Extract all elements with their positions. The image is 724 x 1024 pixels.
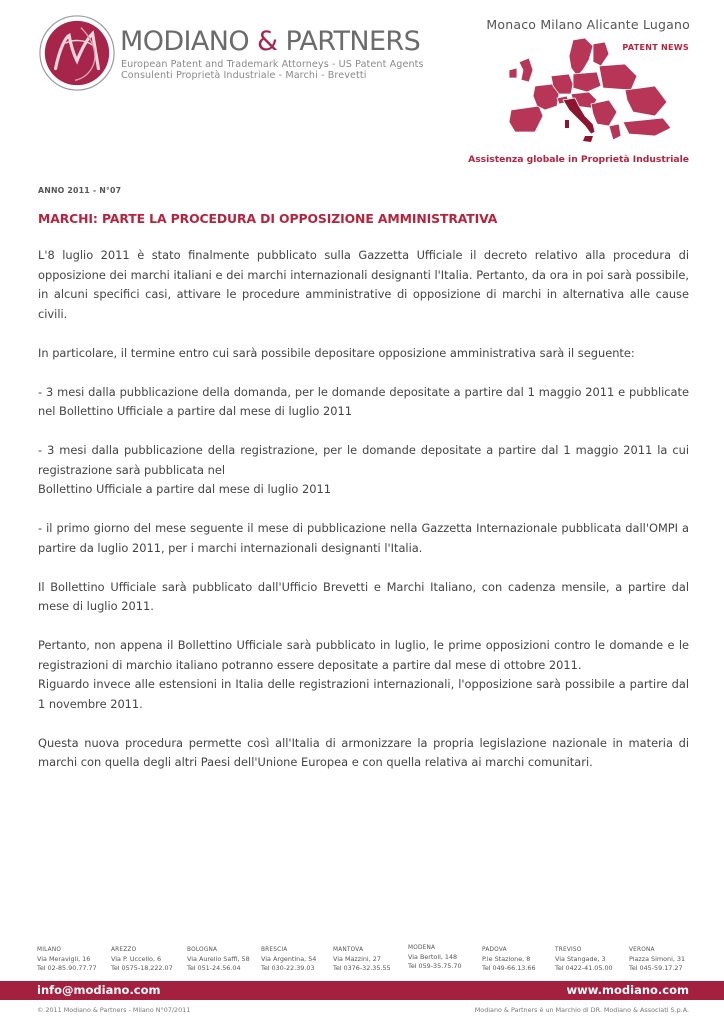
- office-city: MANTOVA: [333, 947, 364, 953]
- paragraph-international-extensions: Riguardo invece alle estensioni in Italia delle registrazioni internazionali, l'opposizione sarà possibile a partire dal 1 novembre 2011.: [38, 677, 689, 711]
- office-milano: [37, 946, 97, 973]
- office-modena: [408, 944, 462, 971]
- office-city: BOLOGNA: [187, 947, 218, 953]
- paragraph-term-international: - il primo giorno del mese seguente il mese di pubblicazione nella Gazzetta Internazionale pubblicata dall'OMPI a partire da luglio 2011, per i marchi internazionali designanti l'Italia.: [38, 521, 689, 555]
- office-address: Via Aurelio Saffi, 58: [187, 955, 250, 963]
- email-link[interactable]: info@modiano.com: [37, 983, 161, 997]
- office-phone: Tel 045-59.17.27: [629, 964, 683, 972]
- office-address: Via Mazzini, 27: [333, 955, 381, 963]
- footer-bar: [0, 981, 724, 1000]
- firm-subtitle-line2: Consulenti Proprietà Industriale - Marchi - Brevetti: [121, 70, 367, 81]
- paragraph-term-application: - 3 mesi dalla pubblicazione della domanda, per le domande depositate a partire dal 1 maggio 2011 e pubblicate nel Bollettino Ufficiale a partire dal mese di luglio 2011: [38, 384, 689, 418]
- office-phone: Tel 0422-41.05.00: [555, 964, 613, 972]
- office-phone: Tel 059-35.75.70: [408, 962, 462, 970]
- paragraph-term-registration-cont: Bollettino Ufficiale a partire dal mese di luglio 2011: [38, 482, 331, 496]
- website-link[interactable]: www.modiano.com: [566, 983, 689, 997]
- office-phone: Tel 030-22.39.03: [261, 964, 315, 972]
- office-mantova: [333, 946, 391, 973]
- patent-news-label: PATENT NEWS: [622, 43, 689, 52]
- article-body: [38, 246, 689, 792]
- paragraph-terms-intro: In particolare, il termine entro cui sarà possibile depositare opposizione amministrativa sarà il seguente:: [38, 345, 635, 360]
- paragraph-bulletin: Il Bollettino Ufficiale sarà pubblicato dall'Ufficio Brevetti e Marchi Italiano, con cadenza mensile, a partire dal mese di luglio 2011.: [38, 579, 689, 613]
- office-city: TREVISO: [555, 947, 582, 953]
- paragraph-first-oppositions: Pertanto, non appena il Bollettino Ufficiale sarà pubblicato in luglio, le prime opposizioni contro le domande e le registrazioni di marchio italiano potranno essere depositate a partire dal mese di ottobre 2011.: [38, 638, 689, 672]
- office-list: [0, 946, 724, 976]
- office-verona: [629, 946, 685, 973]
- office-address: P.le Stazione, 8: [482, 955, 531, 963]
- paragraph-intro: L'8 luglio 2011 è stato finalmente pubblicato sulla Gazzetta Ufficiale il decreto relativo alla procedura di opposizione dei marchi italiani e dei marchi internazionali designanti l'Italia. Pertanto, da ora in poi sarà possibile, in alcuni specifici casi, attivare le procedure amministrative di opposizione di marchi in alternativa alle cause civili.: [38, 248, 689, 321]
- firm-name: [120, 26, 420, 57]
- office-city: BRESCIA: [261, 947, 288, 953]
- issue-number: ANNO 2011 - N°07: [38, 186, 122, 195]
- firm-subtitle-line1: European Patent and Trademark Attorneys - US Patent Agents: [121, 59, 424, 70]
- firm-name-part1: MODIANO: [120, 26, 258, 57]
- office-phone: Tel 051-24.56.04: [187, 964, 241, 972]
- office-treviso: [555, 946, 613, 973]
- office-cities: Monaco Milano Alicante Lugano: [486, 17, 690, 32]
- office-phone: Tel 02-85.90.77.77: [37, 964, 97, 972]
- office-bologna: [187, 946, 250, 973]
- firm-name-ampersand: &: [257, 26, 278, 57]
- office-phone: Tel 049-66.13.66: [482, 964, 536, 972]
- europe-map-icon: [505, 36, 675, 146]
- paragraph-conclusion: Questa nuova procedura permette così all'Italia di armonizzare la propria legislazione nazionale in materia di marchi con quella degli altri Paesi dell'Unione Europea e con quella relativa ai marchi comunitari.: [38, 735, 689, 769]
- copyright-notice: © 2011 Modiano & Partners - Milano N°07/2011: [37, 1006, 191, 1014]
- office-address: Via P. Uccello, 6: [111, 955, 162, 963]
- trademark-note: Modiano & Partners è un Marchio di DR. Modiano & Associati S.p.A.: [474, 1006, 689, 1014]
- office-phone: Tel 0376-32.35.55: [333, 964, 391, 972]
- office-address: Via Stangade, 3: [555, 955, 606, 963]
- office-arezzo: [111, 946, 173, 973]
- office-address: Via Argentina, 54: [261, 955, 317, 963]
- office-city: MILANO: [37, 947, 62, 953]
- office-address: Via Bertoli, 148: [408, 953, 458, 961]
- office-padova: [482, 946, 536, 973]
- firm-logo-icon: [38, 14, 116, 92]
- office-city: VERONA: [629, 947, 655, 953]
- paragraph-term-registration: - 3 mesi dalla pubblicazione della registrazione, per le domande depositate a partire dal 1 maggio 2011 la cui registrazione sarà pubblicata nel: [38, 443, 689, 477]
- office-address: Piazza Simoni, 31: [629, 955, 686, 963]
- article-title: MARCHI: PARTE LA PROCEDURA DI OPPOSIZIONE AMMINISTRATIVA: [38, 211, 498, 226]
- firm-name-part2: PARTNERS: [277, 26, 421, 57]
- office-city: PADOVA: [482, 947, 507, 953]
- assistance-tagline: Assistenza globale in Proprietà Industriale: [468, 154, 689, 165]
- office-address: Via Meravigli, 16: [37, 955, 91, 963]
- office-phone: Tel 0575-18.222.07: [111, 964, 173, 972]
- office-city: MODENA: [408, 945, 436, 951]
- office-brescia: [261, 946, 316, 973]
- office-city: AREZZO: [111, 947, 137, 953]
